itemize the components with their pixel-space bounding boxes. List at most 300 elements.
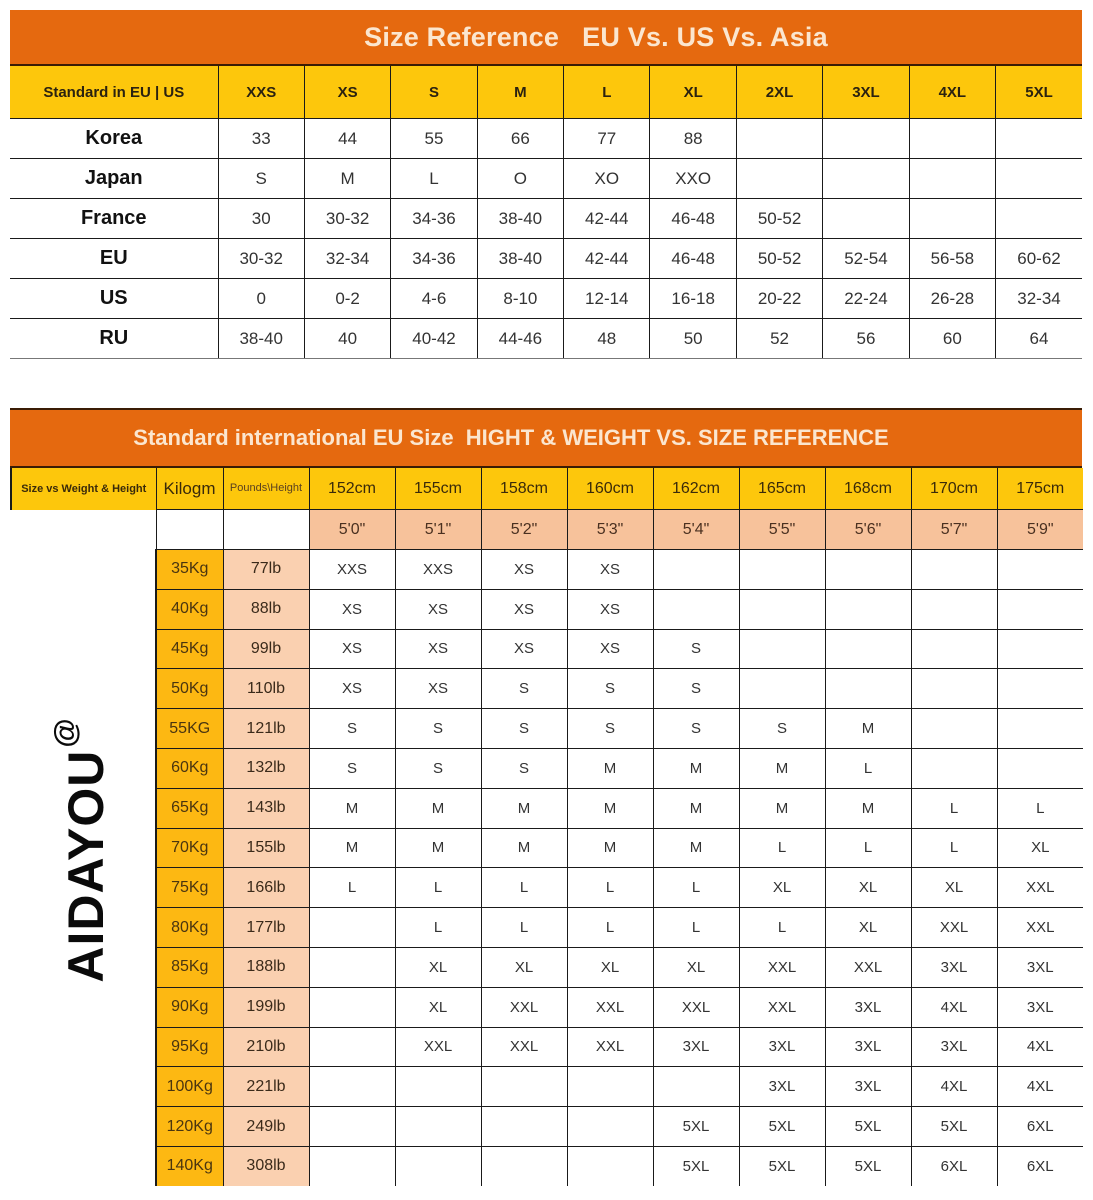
recommended-size-cell [309,987,395,1027]
recommended-size-cell [911,589,997,629]
weight-kg-cell: 40Kg [156,589,223,629]
weight-lb-cell: 110lb [223,669,309,709]
size-header: XL [650,66,736,119]
recommended-size-cell [825,629,911,669]
recommended-size-cell: L [395,908,481,948]
size-value-cell: 38-40 [477,239,563,279]
recommended-size-cell [309,1146,395,1185]
empty-cell [156,510,223,550]
recommended-size-cell: XS [481,550,567,590]
weight-lb-cell: 249lb [223,1107,309,1147]
size-value-cell [823,199,909,239]
recommended-size-cell: XL [825,868,911,908]
weight-lb-cell: 143lb [223,788,309,828]
height-cm-header: 170cm [911,468,997,510]
standard-label-header: Standard in EU | US [10,66,218,119]
size-value-cell: 60 [909,319,995,359]
height-cm-header: 175cm [997,468,1083,510]
recommended-size-cell [739,669,825,709]
size-value-cell: 50-52 [736,199,822,239]
weight-row [11,828,1083,868]
recommended-size-cell: XXL [395,1027,481,1067]
recommended-size-cell: M [653,748,739,788]
recommended-size-cell: S [653,709,739,749]
recommended-size-cell: 3XL [739,1027,825,1067]
weight-lb-cell: 188lb [223,947,309,987]
recommended-size-cell: 3XL [825,1027,911,1067]
recommended-size-cell: XS [567,550,653,590]
weight-kg-cell: 70Kg [156,828,223,868]
weight-row [11,947,1083,987]
size-reference-title: Size Reference EU Vs. US Vs. Asia [10,10,1082,66]
size-value-cell [909,199,995,239]
size-value-cell: 38-40 [477,199,563,239]
recommended-size-cell: M [309,788,395,828]
empty-cell [11,510,156,550]
size-value-cell: XO [564,159,650,199]
size-value-cell: 34-36 [391,239,477,279]
height-cm-header: 165cm [739,468,825,510]
recommended-size-cell: L [911,828,997,868]
recommended-size-cell: XXL [481,1027,567,1067]
size-header: 3XL [823,66,909,119]
size-value-cell: 34-36 [391,199,477,239]
weight-row [11,908,1083,948]
size-value-cell: 33 [218,119,304,159]
recommended-size-cell: XXL [653,987,739,1027]
recommended-size-cell [309,908,395,948]
empty-cell [223,510,309,550]
recommended-size-cell: S [309,709,395,749]
size-value-cell: 32-34 [304,239,390,279]
height-weight-title: Standard international EU Size HIGHT & WEIGHT VS. SIZE REFERENCE [10,408,1082,468]
recommended-size-cell: XXS [395,550,481,590]
recommended-size-cell [567,1107,653,1147]
weight-lb-cell: 210lb [223,1027,309,1067]
recommended-size-cell: XS [481,629,567,669]
region-row [10,279,1082,319]
size-header-row [10,66,1082,119]
recommended-size-cell: M [567,788,653,828]
recommended-size-cell [997,589,1083,629]
size-value-cell: 50 [650,319,736,359]
recommended-size-cell [997,550,1083,590]
recommended-size-cell: M [309,828,395,868]
empty-cell [11,589,156,629]
height-weight-grid [10,468,1083,1186]
height-cm-header: 158cm [481,468,567,510]
size-header: 4XL [909,66,995,119]
recommended-size-cell: XL [997,828,1083,868]
size-value-cell: 66 [477,119,563,159]
height-ft-header: 5'9" [997,510,1083,550]
weight-lb-cell: 121lb [223,709,309,749]
size-header: 5XL [996,66,1082,119]
recommended-size-cell: L [481,868,567,908]
weight-kg-cell: 35Kg [156,550,223,590]
weight-lb-cell: 166lb [223,868,309,908]
recommended-size-cell: XXL [567,987,653,1027]
size-value-cell: 12-14 [564,279,650,319]
recommended-size-cell [825,550,911,590]
recommended-size-cell [911,669,997,709]
height-cm-header: 162cm [653,468,739,510]
weight-lb-cell: 221lb [223,1067,309,1107]
recommended-size-cell: M [739,788,825,828]
recommended-size-cell: XS [309,669,395,709]
weight-kg-cell: 120Kg [156,1107,223,1147]
weight-row [11,1146,1083,1185]
size-value-cell [996,119,1082,159]
recommended-size-cell: 4XL [997,1027,1083,1067]
size-value-cell: 38-40 [218,319,304,359]
size-value-cell [996,199,1082,239]
recommended-size-cell: M [653,828,739,868]
kilogram-header: Kilogm [156,468,223,510]
recommended-size-cell: S [395,748,481,788]
size-value-cell: 44 [304,119,390,159]
recommended-size-cell: XL [911,868,997,908]
recommended-size-cell: XL [653,947,739,987]
recommended-size-cell [309,1107,395,1147]
size-value-cell: 60-62 [996,239,1082,279]
recommended-size-cell [395,1146,481,1185]
weight-kg-cell: 75Kg [156,868,223,908]
weight-lb-cell: 99lb [223,629,309,669]
recommended-size-cell: XS [481,589,567,629]
weight-lb-cell: 199lb [223,987,309,1027]
height-weight-table [10,408,1082,1186]
recommended-size-cell: 3XL [825,1067,911,1107]
region-label: EU [10,239,218,279]
recommended-size-cell: XXS [309,550,395,590]
recommended-size-cell: 4XL [911,987,997,1027]
recommended-size-cell: L [567,908,653,948]
brand-mark: @ [49,717,82,748]
recommended-size-cell [911,550,997,590]
pounds-height-header: Pounds\Height [223,468,309,510]
size-value-cell: 40-42 [391,319,477,359]
weight-row [11,788,1083,828]
recommended-size-cell [309,1067,395,1107]
size-value-cell [736,119,822,159]
weight-lb-cell: 308lb [223,1146,309,1185]
size-value-cell: 77 [564,119,650,159]
recommended-size-cell: 6XL [997,1107,1083,1147]
size-value-cell: 52-54 [823,239,909,279]
recommended-size-cell: L [739,908,825,948]
recommended-size-cell: S [481,748,567,788]
recommended-size-cell: M [395,828,481,868]
size-value-cell: 16-18 [650,279,736,319]
recommended-size-cell: 5XL [739,1107,825,1147]
size-value-cell: 88 [650,119,736,159]
recommended-size-cell [997,669,1083,709]
recommended-size-cell: M [739,748,825,788]
weight-row [11,669,1083,709]
size-value-cell: 20-22 [736,279,822,319]
size-value-cell: 8-10 [477,279,563,319]
recommended-size-cell [395,1107,481,1147]
weight-kg-cell: 60Kg [156,748,223,788]
recommended-size-cell [997,629,1083,669]
region-label: Japan [10,159,218,199]
recommended-size-cell: XXL [567,1027,653,1067]
recommended-size-cell [825,669,911,709]
recommended-size-cell [911,709,997,749]
recommended-size-cell: S [739,709,825,749]
empty-cell [11,550,156,590]
recommended-size-cell [997,748,1083,788]
region-row [10,159,1082,199]
height-cm-header: 160cm [567,468,653,510]
recommended-size-cell: L [481,908,567,948]
empty-cell [11,1146,156,1185]
recommended-size-cell [309,947,395,987]
weight-kg-cell: 50Kg [156,669,223,709]
recommended-size-cell: M [481,788,567,828]
recommended-size-cell [481,1146,567,1185]
size-value-cell [909,119,995,159]
recommended-size-cell: XS [309,589,395,629]
size-header: S [391,66,477,119]
recommended-size-cell [825,589,911,629]
size-value-cell: 32-34 [996,279,1082,319]
region-row [10,119,1082,159]
height-cm-header: 168cm [825,468,911,510]
size-value-cell: 30 [218,199,304,239]
recommended-size-cell [739,589,825,629]
recommended-size-cell: XS [567,629,653,669]
recommended-size-cell: 3XL [997,987,1083,1027]
recommended-size-cell: M [825,709,911,749]
recommended-size-cell: M [653,788,739,828]
recommended-size-cell [567,1067,653,1107]
recommended-size-cell: L [739,828,825,868]
region-label: Korea [10,119,218,159]
recommended-size-cell: S [567,709,653,749]
recommended-size-cell: XL [739,868,825,908]
recommended-size-cell: S [567,669,653,709]
empty-cell [11,629,156,669]
recommended-size-cell: XXL [739,947,825,987]
size-value-cell: M [304,159,390,199]
recommended-size-cell: XS [567,589,653,629]
height-cm-header-row [11,468,1083,510]
recommended-size-cell: 4XL [997,1067,1083,1107]
weight-lb-cell: 77lb [223,550,309,590]
weight-kg-cell: 100Kg [156,1067,223,1107]
size-value-cell: 64 [996,319,1082,359]
recommended-size-cell: 5XL [739,1146,825,1185]
recommended-size-cell: L [997,788,1083,828]
recommended-size-cell: M [481,828,567,868]
size-value-cell [736,159,822,199]
size-value-cell: 42-44 [564,199,650,239]
size-value-cell: 42-44 [564,239,650,279]
weight-kg-cell: 55KG [156,709,223,749]
recommended-size-cell: 5XL [653,1146,739,1185]
weight-kg-cell: 85Kg [156,947,223,987]
recommended-size-cell: 3XL [911,1027,997,1067]
size-value-cell: 22-24 [823,279,909,319]
recommended-size-cell: 3XL [739,1067,825,1107]
recommended-size-cell: S [481,669,567,709]
recommended-size-cell: L [911,788,997,828]
recommended-size-cell: XXL [739,987,825,1027]
size-value-cell [996,159,1082,199]
height-ft-header: 5'2" [481,510,567,550]
size-value-cell: 0 [218,279,304,319]
recommended-size-cell [911,748,997,788]
recommended-size-cell: XL [825,908,911,948]
size-value-cell: 44-46 [477,319,563,359]
recommended-size-cell: XL [395,947,481,987]
recommended-size-cell [653,589,739,629]
weight-row [11,1067,1083,1107]
size-value-cell: 30-32 [304,199,390,239]
size-value-cell: 0-2 [304,279,390,319]
weight-kg-cell: 45Kg [156,629,223,669]
weight-row [11,748,1083,788]
recommended-size-cell: XXL [997,908,1083,948]
recommended-size-cell [739,550,825,590]
recommended-size-cell: 3XL [911,947,997,987]
recommended-size-cell: S [395,709,481,749]
recommended-size-cell: 6XL [997,1146,1083,1185]
size-value-cell: 4-6 [391,279,477,319]
recommended-size-cell: 5XL [911,1107,997,1147]
size-value-cell: 46-48 [650,239,736,279]
weight-lb-cell: 132lb [223,748,309,788]
weight-row [11,629,1083,669]
size-value-cell: 52 [736,319,822,359]
recommended-size-cell: M [567,828,653,868]
size-conversion-grid [10,66,1082,359]
region-label: US [10,279,218,319]
height-cm-header: 155cm [395,468,481,510]
height-ft-header: 5'7" [911,510,997,550]
recommended-size-cell: S [481,709,567,749]
recommended-size-cell [911,629,997,669]
size-header: XS [304,66,390,119]
size-value-cell [823,159,909,199]
recommended-size-cell [739,629,825,669]
size-value-cell [823,119,909,159]
recommended-size-cell [567,1146,653,1185]
recommended-size-cell [395,1067,481,1107]
recommended-size-cell [653,1067,739,1107]
recommended-size-cell: 3XL [997,947,1083,987]
recommended-size-cell: XL [481,947,567,987]
size-value-cell: L [391,159,477,199]
recommended-size-cell [653,550,739,590]
size-value-cell: 46-48 [650,199,736,239]
corner-label: Size vs Weight & Height [11,468,156,510]
recommended-size-cell [481,1067,567,1107]
weight-row [11,709,1083,749]
weight-lb-cell: 155lb [223,828,309,868]
size-value-cell: 48 [564,319,650,359]
size-value-cell: 40 [304,319,390,359]
region-row [10,239,1082,279]
height-ft-header: 5'6" [825,510,911,550]
recommended-size-cell: 4XL [911,1067,997,1107]
region-row [10,199,1082,239]
recommended-size-cell: XL [567,947,653,987]
weight-kg-cell: 140Kg [156,1146,223,1185]
recommended-size-cell: 5XL [653,1107,739,1147]
height-ft-header: 5'0" [309,510,395,550]
height-ft-header: 5'5" [739,510,825,550]
size-reference-table [10,10,1082,359]
weight-row [11,987,1083,1027]
recommended-size-cell: M [567,748,653,788]
recommended-size-cell: S [309,748,395,788]
recommended-size-cell: 3XL [653,1027,739,1067]
recommended-size-cell: XXL [997,868,1083,908]
empty-cell [11,1107,156,1147]
recommended-size-cell: 3XL [825,987,911,1027]
recommended-size-cell: 5XL [825,1107,911,1147]
recommended-size-cell: XS [395,589,481,629]
region-label: RU [10,319,218,359]
recommended-size-cell [309,1027,395,1067]
height-cm-header: 152cm [309,468,395,510]
weight-kg-cell: 80Kg [156,908,223,948]
size-header: L [564,66,650,119]
size-header: XXS [218,66,304,119]
weight-kg-cell: 95Kg [156,1027,223,1067]
weight-row [11,589,1083,629]
recommended-size-cell: S [653,669,739,709]
empty-cell [11,669,156,709]
recommended-size-cell [481,1107,567,1147]
recommended-size-cell [997,709,1083,749]
weight-lb-cell: 88lb [223,589,309,629]
size-value-cell: 56 [823,319,909,359]
recommended-size-cell: L [567,868,653,908]
weight-kg-cell: 65Kg [156,788,223,828]
recommended-size-cell: XS [395,669,481,709]
recommended-size-cell: XL [395,987,481,1027]
empty-cell [11,1027,156,1067]
size-header: 2XL [736,66,822,119]
recommended-size-cell: L [825,828,911,868]
recommended-size-cell: XXL [911,908,997,948]
weight-row [11,1027,1083,1067]
size-header: M [477,66,563,119]
recommended-size-cell: L [653,908,739,948]
empty-cell [11,1067,156,1107]
weight-lb-cell: 177lb [223,908,309,948]
height-ft-header: 5'4" [653,510,739,550]
size-value-cell: O [477,159,563,199]
recommended-size-cell: XXL [481,987,567,1027]
size-value-cell: S [218,159,304,199]
weight-row [11,550,1083,590]
weight-row [11,868,1083,908]
recommended-size-cell: M [825,788,911,828]
recommended-size-cell: XXL [825,947,911,987]
height-ft-header-row [11,510,1083,550]
recommended-size-cell: 6XL [911,1146,997,1185]
size-value-cell: 30-32 [218,239,304,279]
empty-cell [11,987,156,1027]
recommended-size-cell: XS [309,629,395,669]
size-value-cell: 55 [391,119,477,159]
recommended-size-cell: L [309,868,395,908]
